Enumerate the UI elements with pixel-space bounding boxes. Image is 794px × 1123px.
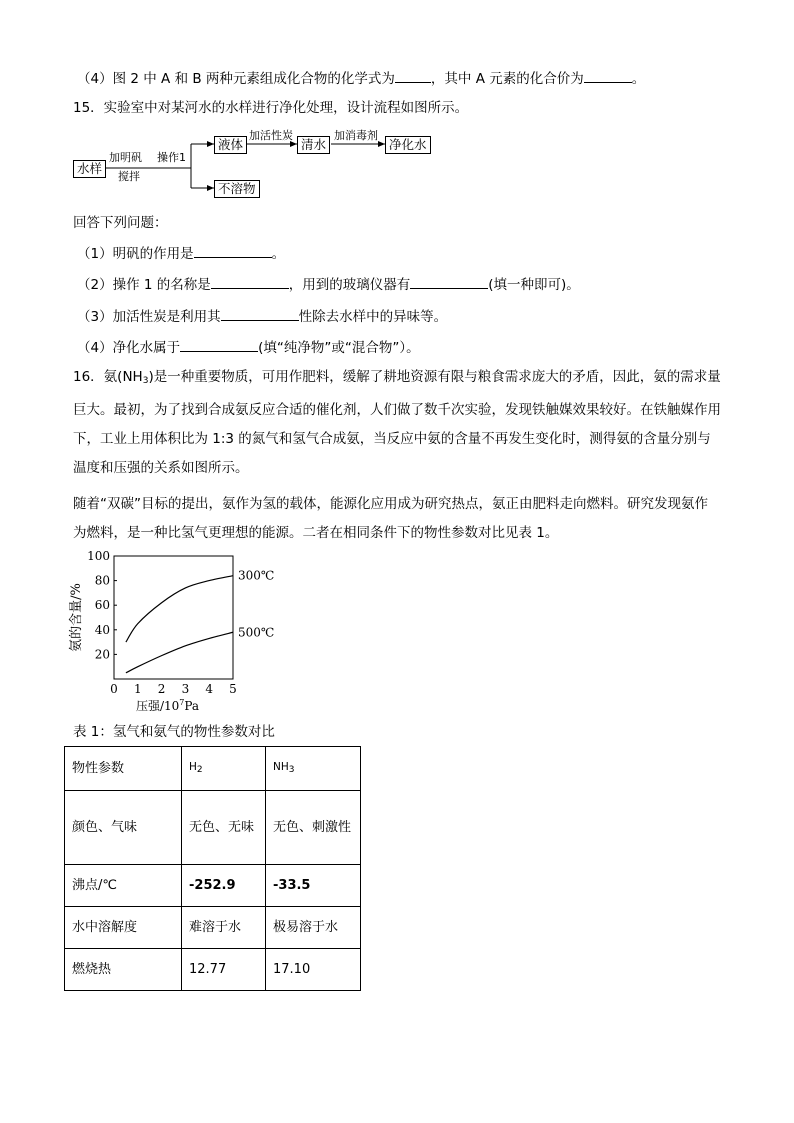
table-cell: 沸点/℃ bbox=[65, 865, 182, 907]
answer-blank[interactable] bbox=[410, 274, 488, 289]
flow-box-sample: 水样 bbox=[73, 160, 106, 178]
x-tick-label: 2 bbox=[157, 682, 166, 696]
x-tick-label: 3 bbox=[181, 682, 190, 696]
plot-frame bbox=[114, 556, 233, 679]
table-header-row bbox=[65, 747, 361, 791]
x-tick-label: 4 bbox=[205, 682, 214, 696]
y-tick-label: 80 bbox=[94, 573, 110, 588]
properties-table bbox=[64, 746, 361, 991]
q14-item4: （4）图 2 中 A 和 B 两种元素组成化合物的化学式为 ，其中 A 元素的化合价为 。 bbox=[77, 68, 645, 89]
series-line bbox=[126, 576, 233, 642]
flow-step-label: 搅拌 bbox=[118, 170, 140, 183]
x-axis-label: 压强$/10^7Pa$ bbox=[135, 698, 200, 713]
answer-blank[interactable] bbox=[194, 243, 272, 258]
y-tick-label: 100 bbox=[87, 549, 110, 563]
q16-paragraph-1: 16．氨$(NH_3)$是一种重要物质，可用作肥料，缓解了耕地资源有限与粮食需求庞大的矛盾，因此，氨的需求量巨大。最初，为了找到合成氨反应合适的催化剂，人们做了数千次实验，发现铁触媒效果较好。在铁触媒作用下，工业上用体积比为 1:3 的氮气和氢气合成氨，当反应中氨的含量不再发生变化时，测得氨的含量分别与温度和压强的关系如图所示。 bbox=[73, 369, 721, 476]
x-tick-label: 5 bbox=[229, 682, 237, 696]
answer-prompt: 回答下列问题： bbox=[73, 215, 168, 231]
table-row bbox=[65, 907, 361, 949]
flow-step-label: 加活性炭 bbox=[249, 129, 293, 142]
table-cell: 无色、刺激性 bbox=[266, 791, 361, 865]
table-row bbox=[65, 791, 361, 865]
y-tick-label: 20 bbox=[94, 647, 110, 662]
table-cell: 水中溶解度 bbox=[65, 907, 182, 949]
flow-box-insoluble: 不溶物 bbox=[214, 180, 260, 198]
flow-step-label: 加消毒剂 bbox=[334, 129, 378, 142]
q15-item3: （3）加活性炭是利用其 性除去水样中的异味等。 bbox=[77, 306, 447, 327]
table-cell: -33.5 bbox=[266, 865, 361, 907]
q15-item1: （1）明矾的作用是 。 bbox=[77, 243, 285, 264]
flow-step-label: 加明矾 bbox=[109, 151, 142, 164]
table-cell: 难溶于水 bbox=[182, 907, 266, 949]
q15-item2: （2）操作 1 的名称是 ，用到的玻璃仪器有 (填一种即可)。 bbox=[77, 274, 580, 295]
q15-item4: （4）净化水属于 (填“纯净物”或“混合物”）。 bbox=[77, 337, 420, 358]
answer-blank[interactable] bbox=[211, 274, 289, 289]
q16-paragraph-2: 随着“双碳”目标的提出，氨作为氢的载体，能源化应用成为研究热点，氨正由肥料走向燃料。研究发现氨作为燃料，是一种比氢气更理想的能源。二者在相同条件下的物性参数对比见表 1。 bbox=[73, 496, 708, 541]
table-header-cell: $H_2$ bbox=[182, 747, 266, 791]
answer-blank[interactable] bbox=[221, 306, 299, 321]
answer-blank[interactable] bbox=[180, 337, 258, 352]
table-header-cell: $NH_3$ bbox=[266, 747, 361, 791]
table-cell: 12.77 bbox=[182, 949, 266, 991]
table-row bbox=[65, 865, 361, 907]
table-cell: 极易溶于水 bbox=[266, 907, 361, 949]
answer-blank[interactable] bbox=[584, 68, 632, 83]
x-tick-label: 0 bbox=[110, 682, 118, 696]
table-header-cell: 物性参数 bbox=[65, 747, 182, 791]
ammonia-content-chart bbox=[66, 548, 306, 718]
table-cell: 燃烧热 bbox=[65, 949, 182, 991]
series-line bbox=[126, 632, 233, 673]
flow-box-purified-water: 净化水 bbox=[385, 136, 431, 154]
answer-blank[interactable] bbox=[395, 68, 431, 83]
table-caption: 表 1：氢气和氨气的物性参数对比 bbox=[73, 724, 275, 740]
table-cell: 17.10 bbox=[266, 949, 361, 991]
x-tick-label: 1 bbox=[133, 682, 142, 696]
y-tick-label: 60 bbox=[94, 598, 110, 613]
flow-box-clear-water: 清水 bbox=[297, 136, 330, 154]
flow-op-label: 操作1 bbox=[157, 151, 186, 164]
table-cell: 无色、无味 bbox=[182, 791, 266, 865]
flow-box-liquid: 液体 bbox=[214, 136, 247, 154]
q15-stem: 15．实验室中对某河水的水样进行净化处理，设计流程如图所示。 bbox=[73, 100, 469, 116]
table-cell: -252.9 bbox=[182, 865, 266, 907]
series-label: 500℃ bbox=[238, 625, 275, 640]
y-axis-label: 氨的含量/% bbox=[69, 583, 84, 652]
y-tick-label: 40 bbox=[94, 622, 110, 637]
table-row bbox=[65, 949, 361, 991]
series-label: 300℃ bbox=[238, 568, 275, 583]
table-cell: 颜色、气味 bbox=[65, 791, 182, 865]
